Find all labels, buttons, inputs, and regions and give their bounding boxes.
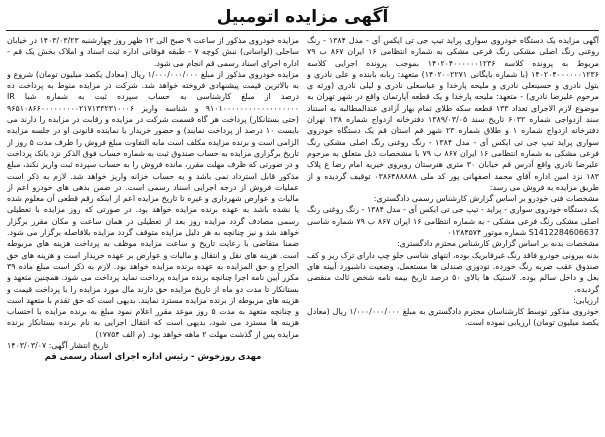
column-right xyxy=(307,35,599,435)
paragraph: مشخصات فنی خودرو بر اساس گزارش کارشناس رسمی دادگستری: xyxy=(373,194,599,204)
paragraph: مزایده خودروی مذکور از مبلغ ۱/۰۰۰/۰۰۰/۰۰۰ ریال (معادل یکصد میلیون تومان) شروع و به بالاترین قیمت پیشنهادی فروخته خواهد شد. شرکت در مزایده منوط به پرداخت ده درصد از مبلغ کارشناسی به حساب سپرده ثبت به شماره شبا IR ۹۱۰۱۰۰۰۰۰۰۰۰۰۰۰۰۰۰۰۰۰۰ و شناسه واریز ۹۶۵۱۰۸۶۶۰۰۰۰۰۰۰۰۰۲۱۷۱۳۳۲۳۱۰۰۰۶ (حتی بستانکار) پرداخت هر گاه قسمت شرکت در مزایده و رقابت در مزایده را دارند می بایست ۱۰ درصد از پرداخت نمایند) و حضور خریدار یا نماینده قانونی او در جلسه مزایده الزامی است و برنده مزایده مکلف است مابه التفاوت مبلغ فروش را ظرف مدت ۵ روز از تاریخ برگزاری مزایده به حساب صندوق ثبت به شماره حساب فوق الذکر نزد بانک پرداخت و در صورتی که ظرف مهلت مقرر، مانده فروش را به حساب سپرده ثبت واریز نکند، مبلغ مذکور قابل استرداد نمی باشد و به حساب خزانه واریز خواهد شد. لازم به ذکر است عملیات فروش از درجه اجرایی اسناد رسمی است. در ضمن بدهی های خودرو اعم از مالیات و عوارض شهرداری و غیره تا تاریخ مزایده اعم از اینکه رقم قطعی آن معلوم شده یا نشده باشد به عهده برنده مزایده خواهد بود. در صورتی که روز مزایده با تعطیلی رسمی مصادف گردد مزایده روز بعد از تعطیلی در همان ساعت و مکان مقرر برگزار خواهد شد و نیز چنانچه به هر دلیل مزایده متوقف گردد مزایده بلافاصله برگزار می شود. ضمنا متقاضی با رعایت تاریخ و ساعت مزایده موظف به پرداخت هزینه های مربوطه است. هزینه های نقل و انتقال و مالیات و عوارض بر عهده خریدار است و هزینه های حق الحراج و حق المزایده به عهده برنده مزایده خواهد بود. لازم به ذکر است مبلغ ماده ۳۹ مکرر آیین نامه اجرا چنانچه برنده مزایده پرداخت نماید پرداخت می شود. همچنین متعهد و بستانکار تا مدت دو ماه از تاریخ مزایده حق دارند مال مورد مزایده را با پرداخت قیمت و هزینه های مربوطه از برنده مزایده مسترد نمایند. بدیهی است که حق تقدم با متعهد است و چنانچه متعهد به مدت ۵ روز موعد مقرر اعلام نمود مبلغ به برنده مزایده با احتساب هزینه ها مسترد می شود، بدیهی است که انتقال اجرایی به نام برنده بستانکار برنده مزایده پس از گذشت مهلت ۲ ماهه خواهد بود. (م الف ۱۷۷۵۴) xyxy=(7,69,299,339)
title-bar xyxy=(6,4,599,31)
signature: مهدی روزخوش - رئیس اداره اجرای اسناد رسمی قم xyxy=(44,351,262,362)
notice-title: آگهی مزایده اتومبیل xyxy=(216,7,389,27)
text-columns xyxy=(6,35,599,435)
paragraph: بدنه بیرونی خودرو فاقد رنگ غیرفابریک بوده، انتهای شاسی جلو چپ دارای ترک ریز و کف صندوق عقب ضربه رنگ خورده. تودوزی صندلی ها مستعمل، وضعیت داشبورد آیینه های بغل و داخل سالم بوده. لاستیک ها بالای ۵۰ درصد تاریخ بیمه نامه شخص ثالث منقضی گردیده. xyxy=(307,250,599,294)
paragraph: خودروی مذکور توسط کارشناسان محترم دادگستری به مبلغ ۱/۰۰۰/۰۰۰/۰۰۰ ریال (معادل یکصد میلیون تومان) ارزیابی نموده است. xyxy=(307,307,599,328)
publish-date: تاریخ انتشار آگهی: ۱۴۰۳/۰۳/۰۷ xyxy=(7,341,109,351)
paragraph: مزایده خودروی مذکور از ساعت ۹ صبح الی ۱۲ ظهر روز چهارشنبه ۱۴۰۳/۰۳/۲۳ در خیابان ساحلی (لواسانی) نبش کوچه ۷ - طبقه فوقانی اداره ثبت اسناد و املاک بخش یک قم - اداره اجرای اسناد رسمی قم انجام می شود. xyxy=(7,36,299,68)
paragraph: مشخصات بدنه بر اساس گزارش کارشناس محترم دادگستری: xyxy=(396,239,599,249)
paragraph: آگهی مزایده یک دستگاه خودروی سواری پراید تیپ جی تی ایکس آی - مدل ۱۳۸۴ - رنگ روغنی رنگ اصلی مشکی رنگ فرعی مشکی به شماره انتظامی ۱۶ ایران ۸۶۷ ب ۷۹ مربوط به پرونده کلاسه ۱۴۰۲۰۴۰۰۰۰۰۰۱۲۳۶ بموجب پرونده اجرایی کلاسه ۱۴۰۲۰۴۰۰۰۰۰۰۱۲۳۶ (با شماره بایگانی ۱۴۰۲۰۰۲۲۷۱) متعهد: ربابه بابنده و علی نادری و بتول نادری و حسینعلی نادری و ملیحه پارخدا و عباسعلی نادری و لیلی نادری (ورثه ی مرحوم علیرضا نادری) - متعهد: ملیحه پارخدا و یک قطعه آپارتمان واقع در شهر تهران به موضوع لازم الاجرای تعداد ۱۳۳ قطعه سکه طلای تمام بهار آزادی عندالمطالبه به استناد سند ازدواجی شماره ۶۰۳۲ تاریخ سند ۱۳۸۹/۰۳/۰۵ دفترخانه ازدواج شماره ۱۳۸ تهران دفترخانه ازدواج شماره ۱ و طلاق شماره ۲۳ شهر قم استان قم یک دستگاه خودروی سواری پراید تیپ جی تی ایکس آی - مدل ۱۳۸۴ - رنگ روغنی رنگ اصلی مشکی رنگ فرعی مشکی به شماره انتظامی ۱۶ ایران ۸۶۷ ب ۷۹ با مشخصات ذیل متعلق به مرحوم علیرضا نادری واقع آدرس قم خیابان ۳۰ متری هنرستان روبروی خیریه امام رضا ع پلاک ۱۸۳ نزد امین اداره آقای محمد اصفهانی پور کد ملی ۰۳۸۶۴۸۸۸۸۸ توقیف گردیده و از طریق مزایده به فروش می رسد: xyxy=(307,36,599,192)
paragraph: یک دستگاه خودروی سواری - پراید - تیپ جی تی ایکس آی - مدل ۱۳۸۴ - رنگ روغنی رنگ اصلی مشکی رنگ فرعی مشکی - به شماره انتظامی ۱۶ ایران ۸۶۷ ب ۷۹ شماره شاسی S1412284606637 شماره موتور ۰۱۲۸۴۵۷۴ xyxy=(307,205,599,238)
column-left xyxy=(7,35,299,435)
paragraph: ارزیابی: xyxy=(573,295,599,305)
